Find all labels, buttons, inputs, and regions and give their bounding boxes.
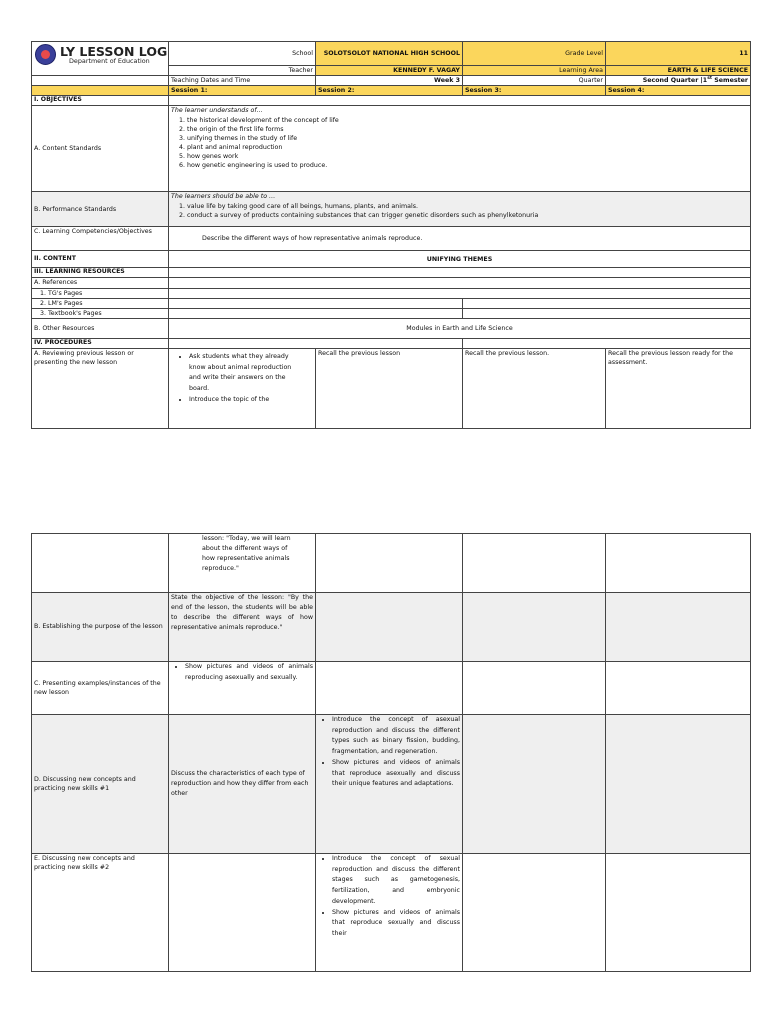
- header-logo-cell: [32, 42, 169, 76]
- school-value: SOLOTSOLOT NATIONAL HIGH SCHOOL: [316, 42, 463, 66]
- content-heading: II. CONTENT: [32, 251, 169, 268]
- session-2-reviewing: Recall the previous lesson: [316, 348, 463, 428]
- department-name: Department of Education: [69, 57, 150, 65]
- learning-competencies-label: C. Learning Competencies/Objectives: [32, 227, 169, 251]
- lesson-log-table-top: [31, 41, 751, 429]
- learning-competencies-text: Describe the different ways of how representative animals reproduce.: [169, 227, 751, 251]
- performance-standards-text: The learners should be able to … 1. value life by taking good care of all beings, humans, plants, and animals. 2. conduct a survey of products containing substances that can trigger genetic disorders such as phenylketonuria: [169, 192, 751, 227]
- performance-standards-list: [171, 202, 748, 220]
- lesson-log-page-2: [31, 533, 750, 972]
- other-resources-value: Modules in Earth and Life Science: [169, 318, 751, 338]
- list-item: 6. how genetic engineering is used to produce.: [187, 161, 748, 170]
- session-4-header: Session 4:: [606, 86, 751, 96]
- grade-level-label: Grade Level: [463, 42, 606, 66]
- textbook-pages-label: 3. Textbook's Pages: [32, 308, 169, 318]
- quarter-value: Second Quarter |1st Semester: [606, 76, 751, 86]
- list-item: • Introduce the concept of asexual reproduction and discuss the different types such as binary fission, budding, fragmentation, and regeneration.: [332, 715, 460, 758]
- lm-pages-label: 2. LM's Pages: [32, 298, 169, 308]
- quarter-label: Quarter: [463, 76, 606, 86]
- lesson-log-table-bottom: [31, 533, 751, 972]
- learning-resources-heading: III. LEARNING RESOURCES: [32, 268, 169, 278]
- presenting-examples-label: C. Presenting examples/instances of the new lesson: [32, 662, 169, 715]
- deped-seal-icon: [35, 44, 56, 65]
- session-1-discussing-skills-1: Discuss the characteristics of each type of reproduction and how they differ from each other: [169, 715, 316, 854]
- session-1-reviewing-continued: lesson: "Today, we will learn about the different ways of how representative animals reproduce.": [169, 534, 316, 593]
- session-4-reviewing: Recall the previous lesson ready for the assessment.: [606, 348, 751, 428]
- teacher-value: KENNEDY F. VAGAY: [316, 66, 463, 76]
- teacher-label: Teacher: [169, 66, 316, 76]
- list-item: 4. plant and animal reproduction: [187, 143, 748, 152]
- list-item: • Introduce the topic of the: [189, 395, 305, 406]
- discussing-skills-1-label: D. Discussing new concepts and practicing new skills #1: [32, 715, 169, 854]
- establishing-purpose-label: B. Establishing the purpose of the lesson: [32, 593, 169, 662]
- session-1-header: Session 1:: [169, 86, 316, 96]
- list-item: • Show pictures and videos of animals that reproduce asexually and discuss their unique features and adaptations.: [332, 758, 460, 790]
- list-item: 1. the historical development of the concept of life: [187, 116, 748, 125]
- other-resources-label: B. Other Resources: [32, 318, 169, 338]
- lesson-log-page-1: [31, 41, 750, 429]
- content-standards-text: The learner understands of… 1. the historical development of the concept of life 2. the origin of the first life forms 3. unifying themes in the study of life 4. plant and animal reproduction 5. how genes work 6. how genetic engineering is used to produce.: [169, 106, 751, 192]
- session-1-reviewing: [169, 348, 316, 428]
- tg-pages-label: 1. TG's Pages: [32, 288, 169, 298]
- document-title: LY LESSON LOG: [60, 44, 168, 59]
- session-1-establishing-purpose: State the objective of the lesson: "By the end of the lesson, the students will be able to describe the different ways of how representative animals reproduce.": [169, 593, 316, 662]
- learning-area-label: Learning Area: [463, 66, 606, 76]
- objectives-heading: I. OBJECTIVES: [32, 96, 169, 106]
- grade-level-value: 11: [606, 42, 751, 66]
- session-2-discussing-skills-1: [316, 715, 463, 854]
- list-item: • Introduce the concept of sexual reproduction and discuss the different stages such as gametogenesis, fertilization, and embryonic development.: [332, 854, 460, 908]
- list-item: • Show pictures and videos of animals that reproduce sexually and discuss their: [332, 908, 460, 940]
- discussing-skills-2-label: E. Discussing new concepts and practicing new skills #2: [32, 854, 169, 972]
- session-2-discussing-skills-2: [316, 854, 463, 972]
- session-1-presenting-examples: [169, 662, 316, 715]
- content-standards-list: [171, 116, 748, 171]
- list-item: 5. how genes work: [187, 152, 748, 161]
- reviewing-lesson-label: A. Reviewing previous lesson or presenting the new lesson: [32, 348, 169, 428]
- content-value: UNIFYING THEMES: [169, 251, 751, 268]
- teaching-dates-label: Teaching Dates and Time: [169, 76, 316, 86]
- list-item: • Ask students what they already know about animal reproduction and write their answers on the board.: [189, 352, 305, 395]
- school-label: School: [169, 42, 316, 66]
- procedures-heading: IV. PROCEDURES: [32, 338, 169, 348]
- performance-standards-label: B. Performance Standards: [32, 192, 169, 227]
- session-3-header: Session 3:: [463, 86, 606, 96]
- list-item: 2. conduct a survey of products containing substances that can trigger genetic disorders such as phenylketonuria: [187, 211, 748, 220]
- week-value: Week 3: [316, 76, 463, 86]
- references-label: A. References: [32, 278, 169, 288]
- learning-area-value: EARTH & LIFE SCIENCE: [606, 66, 751, 76]
- list-item: 2. the origin of the first life forms: [187, 125, 748, 134]
- list-item: 1. value life by taking good care of all beings, humans, plants, and animals.: [187, 202, 748, 211]
- list-item: 3. unifying themes in the study of life: [187, 134, 748, 143]
- session-2-header: Session 2:: [316, 86, 463, 96]
- content-standards-label: A. Content Standards: [32, 106, 169, 192]
- list-item: • Show pictures and videos of animals reproducing asexually and sexually.: [185, 662, 313, 683]
- session-3-reviewing: Recall the previous lesson.: [463, 348, 606, 428]
